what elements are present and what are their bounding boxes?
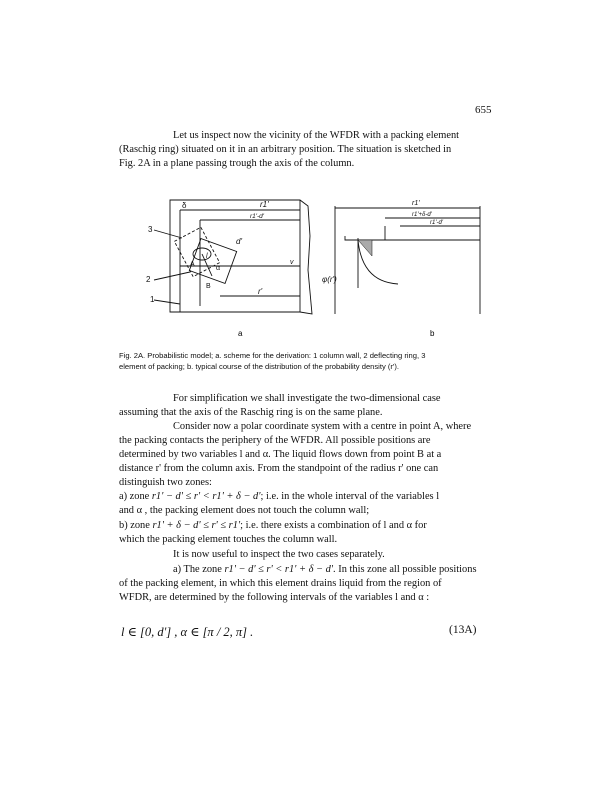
intro-paragraph xyxy=(119,129,487,171)
body-line: assuming that the axis of the Raschig ring is on the same plane. xyxy=(119,407,383,418)
zone-b-rest: ; i.e. there exists a combination of l and α for xyxy=(240,520,427,531)
detail-line: of the packing element, in which this element drains liquid from the region of xyxy=(119,578,442,589)
body-line: distinguish two zones: xyxy=(119,477,212,488)
body-line: the packing contacts the periphery of the WFDR. All possible positions are xyxy=(119,435,431,446)
panel-b-drawing xyxy=(335,206,480,314)
caption-line: Fig. 2A. Probabilistic model; a. scheme for the derivation: 1 column wall, 2 deflecting ring, 3 xyxy=(119,351,426,360)
body-line: For simplification we shall investigate the two-dimensional case xyxy=(173,393,441,404)
zone-b-line xyxy=(119,519,487,533)
label-B: B xyxy=(206,283,211,290)
label-b-r1-plus: r1'+δ-d' xyxy=(412,212,432,218)
zone-b-expression: r1' + δ − d' ≤ r' ≤ r1' xyxy=(152,520,241,531)
label-r1-minus-d: r1'-d' xyxy=(250,213,265,220)
panel-a-label: a xyxy=(238,329,243,338)
zone-b-prefix: b) zone xyxy=(119,520,153,531)
label-A: A xyxy=(190,261,195,268)
panel-a-drawing xyxy=(154,200,312,314)
figure-caption xyxy=(119,351,491,372)
leader-1 xyxy=(154,300,180,304)
label-b-r1-minus: r1'-d' xyxy=(430,220,443,226)
body-line: It is now useful to inspect the two cases separately. xyxy=(173,549,385,560)
zone-a-line xyxy=(119,490,487,504)
detail-line xyxy=(119,563,487,577)
detail-line: WFDR, are determined by the following intervals of the variables l and α : xyxy=(119,592,430,603)
figure-2a xyxy=(140,196,490,338)
label-2: 2 xyxy=(146,275,151,284)
detail-expression: r1' − d' ≤ r' < r1' + δ − d' xyxy=(224,564,334,575)
label-3: 3 xyxy=(148,225,153,234)
label-alpha: α xyxy=(216,265,221,272)
zone-a-paragraph xyxy=(119,490,487,518)
intro-line: (Raschig ring) situated on it in an arbitrary position. The situation is sketched in xyxy=(119,144,452,155)
label-1: 1 xyxy=(150,295,155,304)
panel-b-labels xyxy=(322,200,444,284)
panel-b-label: b xyxy=(430,329,435,338)
packing-element xyxy=(189,239,236,284)
zone-b-line-2: which the packing element touches the column wall. xyxy=(119,534,338,545)
simplification-paragraph xyxy=(119,392,487,420)
intro-line: Let us inspect now the vicinity of the WFDR with a packing element xyxy=(173,130,460,141)
body-line: Consider now a polar coordinate system with a centre in point A, where xyxy=(173,421,472,432)
detail-prefix: a) The zone xyxy=(173,564,225,575)
panel-a-labels xyxy=(146,200,294,304)
zone-a-rest: ; i.e. in the whole interval of the variables l xyxy=(260,491,440,502)
zone-a-line-2: and α , the packing element does not touch the column wall; xyxy=(119,505,370,516)
body-line: determined by two variables l and α. The liquid flows down from point B at a xyxy=(119,449,442,460)
zone-a-expression: r1' − d' ≤ r' < r1' + δ − d' xyxy=(151,491,261,502)
b-baseline xyxy=(345,236,480,240)
label-r: r' xyxy=(258,287,263,296)
body-line: distance r' from the column axis. From the standpoint of the radius r' one can xyxy=(119,463,439,474)
label-d: d' xyxy=(236,237,242,246)
label-r1: r1' xyxy=(260,200,269,209)
coordinate-paragraph xyxy=(119,420,487,490)
intro-line: Fig. 2A in a plane passing trough the axis of the column. xyxy=(119,158,355,169)
column-wall-outline xyxy=(170,200,312,314)
equation-13a: l ∈ [0, d'] , α ∈ [π / 2, π] . xyxy=(121,625,254,639)
label-delta: δ xyxy=(182,201,187,210)
label-v: v xyxy=(290,259,294,266)
figure-svg xyxy=(140,196,490,338)
leader-2 xyxy=(154,272,190,280)
inspect-paragraph xyxy=(119,548,487,562)
zone-a-prefix: a) zone xyxy=(119,491,152,502)
label-phi: φ(r') xyxy=(322,275,337,284)
packing-element-ghost xyxy=(174,227,219,276)
page-number: 655 xyxy=(475,104,492,116)
label-l: l xyxy=(206,253,208,260)
leader-3 xyxy=(154,230,182,238)
label-b-r1: r1' xyxy=(412,200,420,207)
detail-rest: . In this zone all possible positions xyxy=(333,564,477,575)
equation-label: (13A) xyxy=(449,624,477,636)
zone-a-detail-paragraph xyxy=(119,563,487,605)
caption-line: element of packing; b. typical course of the distribution of the probability density (r'). xyxy=(119,361,400,371)
zone-b-paragraph xyxy=(119,519,487,547)
